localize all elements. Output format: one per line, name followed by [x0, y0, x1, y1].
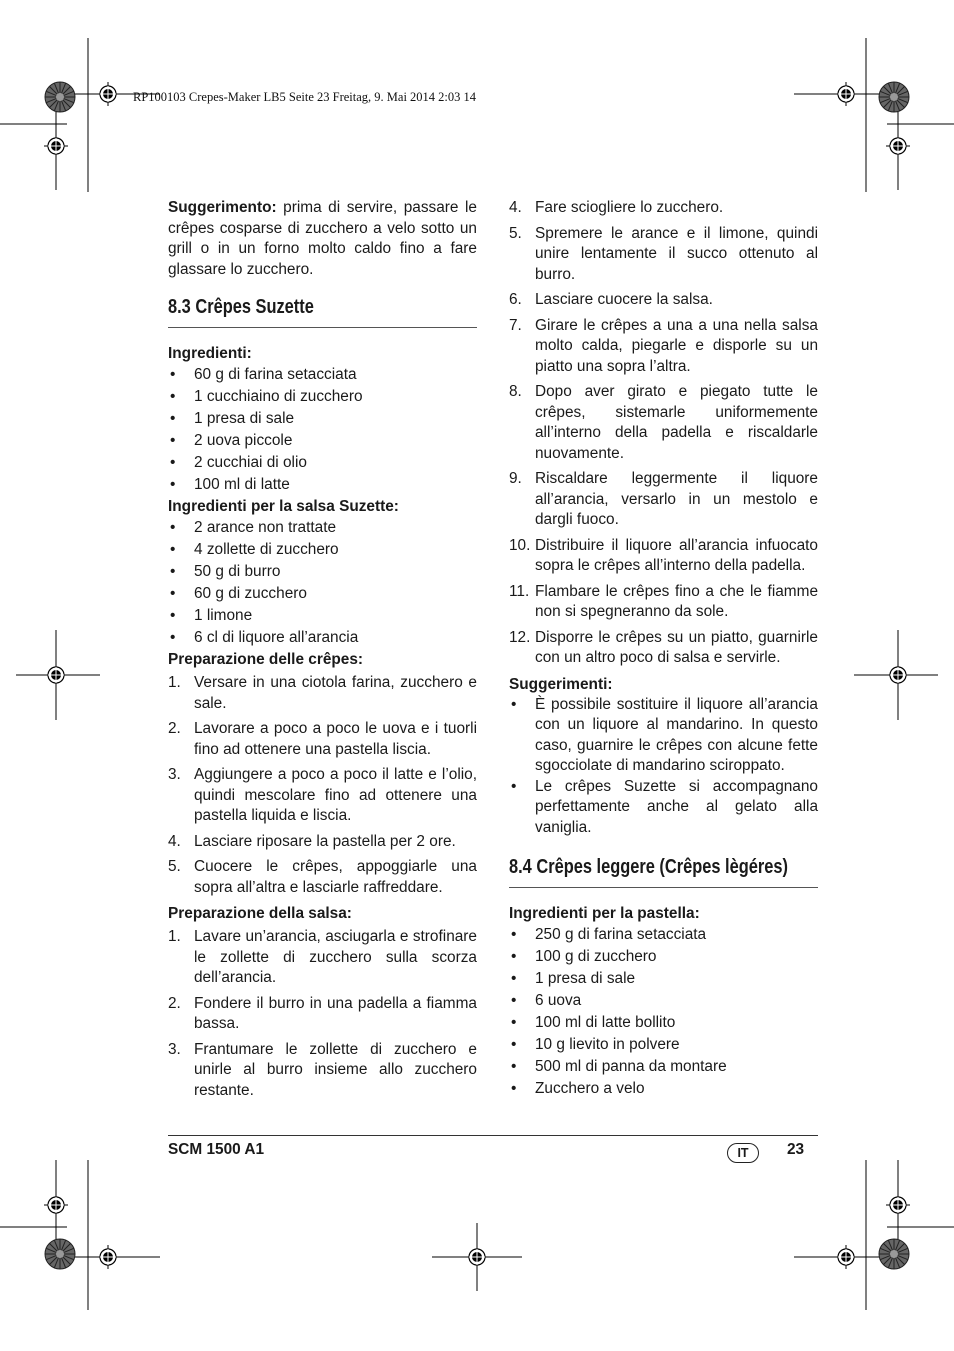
sauce-ingredients-title: Ingredienti per la salsa Suzette:: [168, 498, 399, 515]
sauce-prep-title: Preparazione della salsa:: [168, 905, 352, 922]
list-item: [509, 1078, 818, 1100]
sauce-steps-list: [168, 927, 477, 1101]
step-text: Cuocere le crêpes, appoggiarle una sopra all’altra e lasciarle raffreddare.: [194, 858, 477, 896]
step-text: Lavorare a poco a poco le uova e i tuorli fino ad ottenere una pastella liscia.: [194, 720, 477, 758]
step-item: [509, 628, 818, 669]
step-number: 1.: [168, 928, 181, 945]
list-item: [168, 430, 477, 452]
bullet-icon: •: [170, 541, 176, 558]
list-item-text: 6 uova: [535, 992, 582, 1009]
step-text: Versare in una ciotola farina, zucchero e sale.: [194, 674, 477, 712]
step-item: [509, 382, 818, 464]
list-item-text: 50 g di burro: [194, 563, 281, 580]
right-column: [509, 198, 818, 1100]
step-text: Girare le crêpes a una a una nella salsa molto calda, piegarle e disporle su un piatto una sopra l’altra.: [535, 316, 818, 375]
list-item-text: 4 zollette di zucchero: [194, 541, 339, 558]
bullet-icon: •: [511, 1036, 517, 1053]
step-item: [168, 927, 477, 989]
list-item-text: 1 cucchiaino di zucchero: [194, 388, 363, 405]
list-item: [168, 583, 477, 605]
step-item: [509, 582, 818, 623]
step-item: [168, 994, 477, 1035]
list-item-text: 100 g di zucchero: [535, 948, 657, 965]
step-item: [509, 198, 818, 219]
step-text: Dopo aver girato e piegato tutte le crêpes, sistemarle uniformemente all’interno della padella e riscaldarle nuovamente.: [535, 383, 818, 462]
step-text: Riscaldare leggermente il liquore all’arancia, versarlo in un mestolo e dargli fuoco.: [535, 470, 818, 528]
bullet-icon: •: [511, 926, 517, 943]
step-number: 4.: [168, 832, 181, 850]
bullet-icon: •: [170, 585, 176, 602]
step-item: [509, 224, 818, 286]
bullet-icon: •: [170, 388, 176, 405]
tips-title: Suggerimenti:: [509, 675, 613, 693]
list-item-text: 2 arance non trattate: [194, 519, 337, 536]
step-text: Flambare le crêpes fino a che le fiamme non si spegneranno da sole.: [535, 582, 818, 620]
step-item: [168, 1040, 477, 1102]
list-item: [168, 627, 477, 649]
step-text: Fondere il burro in una padella a fiamma bassa.: [194, 994, 477, 1032]
footer-divider: [168, 1135, 818, 1136]
step-number: 2.: [168, 720, 181, 737]
list-item: [168, 561, 477, 583]
bullet-icon: •: [511, 1080, 517, 1097]
list-item-text: 250 g di farina setacciata: [535, 926, 707, 943]
step-text: Aggiungere a poco a poco il latte e l’olio, quindi mescolare fino ad ottenere una pastella liquida e liscia.: [194, 766, 477, 824]
left-column: [168, 198, 477, 1106]
print-info-line: RP100103 Crepes-Maker LB5 Seite 23 Freitag, 9. Mai 2014 2:03 14: [133, 90, 477, 104]
step-number: 3.: [168, 766, 181, 783]
list-item: [168, 517, 477, 539]
step-text: Lasciare cuocere la salsa.: [535, 291, 713, 308]
bullet-icon: •: [511, 1058, 517, 1075]
step-number: 7.: [509, 316, 522, 334]
step-number: 5.: [168, 858, 181, 875]
list-item-text: 500 ml di panna da montare: [535, 1058, 727, 1075]
step-number: 8.: [509, 383, 522, 400]
bullet-icon: •: [511, 1014, 517, 1031]
list-item: [168, 474, 477, 496]
section-divider: [509, 887, 818, 888]
bullet-icon: •: [511, 948, 517, 965]
sauce-steps-continued-list: [509, 198, 818, 669]
language-badge: IT: [727, 1143, 759, 1163]
list-item-text: 2 cucchiai di olio: [194, 454, 307, 471]
bullet-icon: •: [511, 695, 517, 713]
step-number: 4.: [509, 199, 522, 216]
bullet-icon: •: [170, 410, 176, 427]
step-number: 11.: [509, 582, 530, 600]
step-text: Lavare un’arancia, asciugarla e strofinare le zollette di zucchero sulla scorza dell’arancia.: [194, 928, 477, 986]
list-item-text: 1 limone: [194, 607, 253, 624]
ingredients-title: Ingredienti:: [168, 345, 252, 362]
section-divider: [168, 327, 477, 328]
bullet-icon: •: [170, 563, 176, 580]
step-number: 6.: [509, 291, 522, 308]
list-item-text: 1 presa di sale: [194, 410, 295, 427]
list-item-text: 100 ml di latte bollito: [535, 1014, 676, 1031]
list-item-text: 1 presa di sale: [535, 970, 636, 987]
list-item-text: 2 uova piccole: [194, 432, 293, 449]
list-item: [509, 1034, 818, 1056]
bullet-icon: •: [511, 777, 517, 795]
list-item: [509, 1056, 818, 1078]
bullet-icon: •: [170, 629, 176, 646]
step-number: 12.: [509, 628, 531, 646]
step-text: Fare sciogliere lo zucchero.: [535, 199, 724, 216]
tip-text: prima di servire, passare le crêpes cosparse di zucchero a velo sotto un grill o in un forno molto caldo fino a fare glassare lo zucchero.: [168, 199, 477, 278]
bullet-icon: •: [170, 607, 176, 624]
step-number: 3.: [168, 1040, 181, 1058]
list-item: [509, 924, 818, 946]
crepes-steps-list: [168, 673, 477, 898]
bullet-icon: •: [511, 970, 517, 987]
list-item: [168, 408, 477, 430]
section-title-8-3: 8.3 Crêpes Suzette: [168, 296, 314, 318]
bullet-icon: •: [170, 519, 176, 536]
step-number: 10.: [509, 536, 531, 554]
step-number: 9.: [509, 470, 522, 487]
list-item: [509, 968, 818, 990]
bullet-icon: •: [170, 432, 176, 449]
list-item: [168, 386, 477, 408]
footer-model: SCM 1500 A1: [168, 1141, 265, 1158]
list-item-text: 60 g di farina setacciata: [194, 366, 357, 383]
list-item: [509, 1012, 818, 1034]
step-text: Frantumare le zollette di zucchero e unirle al burro insieme allo zucchero restante.: [194, 1040, 477, 1099]
list-item-text: Le crêpes Suzette si accompagnano perfettamente anche al gelato alla vaniglia.: [535, 777, 818, 836]
step-text: Spremere le arance e il limone, quindi unire lentamente il succo ottenuto al burro.: [535, 224, 818, 283]
bullet-icon: •: [170, 454, 176, 471]
ingredients-list: [168, 364, 477, 496]
list-item: [168, 539, 477, 561]
step-item: [509, 469, 818, 531]
list-item: [509, 990, 818, 1012]
tip-paragraph: [168, 198, 477, 280]
step-number: 5.: [509, 224, 522, 242]
step-item: [168, 832, 477, 853]
step-item: [509, 536, 818, 577]
step-item: [168, 857, 477, 898]
list-item: [509, 946, 818, 968]
list-item: [168, 605, 477, 627]
tips-list: [509, 695, 818, 839]
step-item: [168, 765, 477, 827]
step-text: Distribuire il liquore all’arancia infuocato sopra le crêpes all’interno della padella.: [535, 536, 818, 574]
list-item: [509, 695, 818, 777]
list-item-text: 100 ml di latte: [194, 476, 290, 493]
step-item: [168, 719, 477, 760]
step-text: Lasciare riposare la pastella per 2 ore.: [194, 832, 456, 850]
crepes-prep-title: Preparazione delle crêpes:: [168, 651, 364, 668]
bullet-icon: •: [170, 366, 176, 383]
section-title-8-4: 8.4 Crêpes leggere (Crêpes lègéres): [509, 856, 788, 878]
list-item-text: È possibile sostituire il liquore all’arancia con un liquore al mandarino. In questo caso, guarnire le crêpes con alcune fette sgocciolate di mandarino sciroppato.: [535, 695, 818, 774]
sauce-ingredients-list: [168, 517, 477, 649]
list-item-text: 10 g lievito in polvere: [535, 1036, 680, 1053]
list-item: [168, 364, 477, 386]
step-number: 1.: [168, 674, 181, 691]
step-item: [168, 673, 477, 714]
bullet-icon: •: [170, 476, 176, 493]
page-number: 23: [787, 1141, 805, 1158]
list-item-text: 6 cl di liquore all’arancia: [194, 629, 359, 646]
batter-ingredients-list: [509, 924, 818, 1100]
tip-label: Suggerimento:: [168, 199, 277, 216]
step-text: Disporre le crêpes su un piatto, guarnirle con un altro poco di salsa e servirle.: [535, 628, 818, 666]
step-item: [509, 316, 818, 378]
step-number: 2.: [168, 994, 181, 1012]
list-item: [509, 777, 818, 839]
batter-title: Ingredienti per la pastella:: [509, 905, 700, 922]
list-item-text: Zucchero a velo: [535, 1080, 645, 1097]
list-item: [168, 452, 477, 474]
step-item: [509, 290, 818, 311]
list-item-text: 60 g di zucchero: [194, 585, 307, 602]
bullet-icon: •: [511, 992, 517, 1009]
